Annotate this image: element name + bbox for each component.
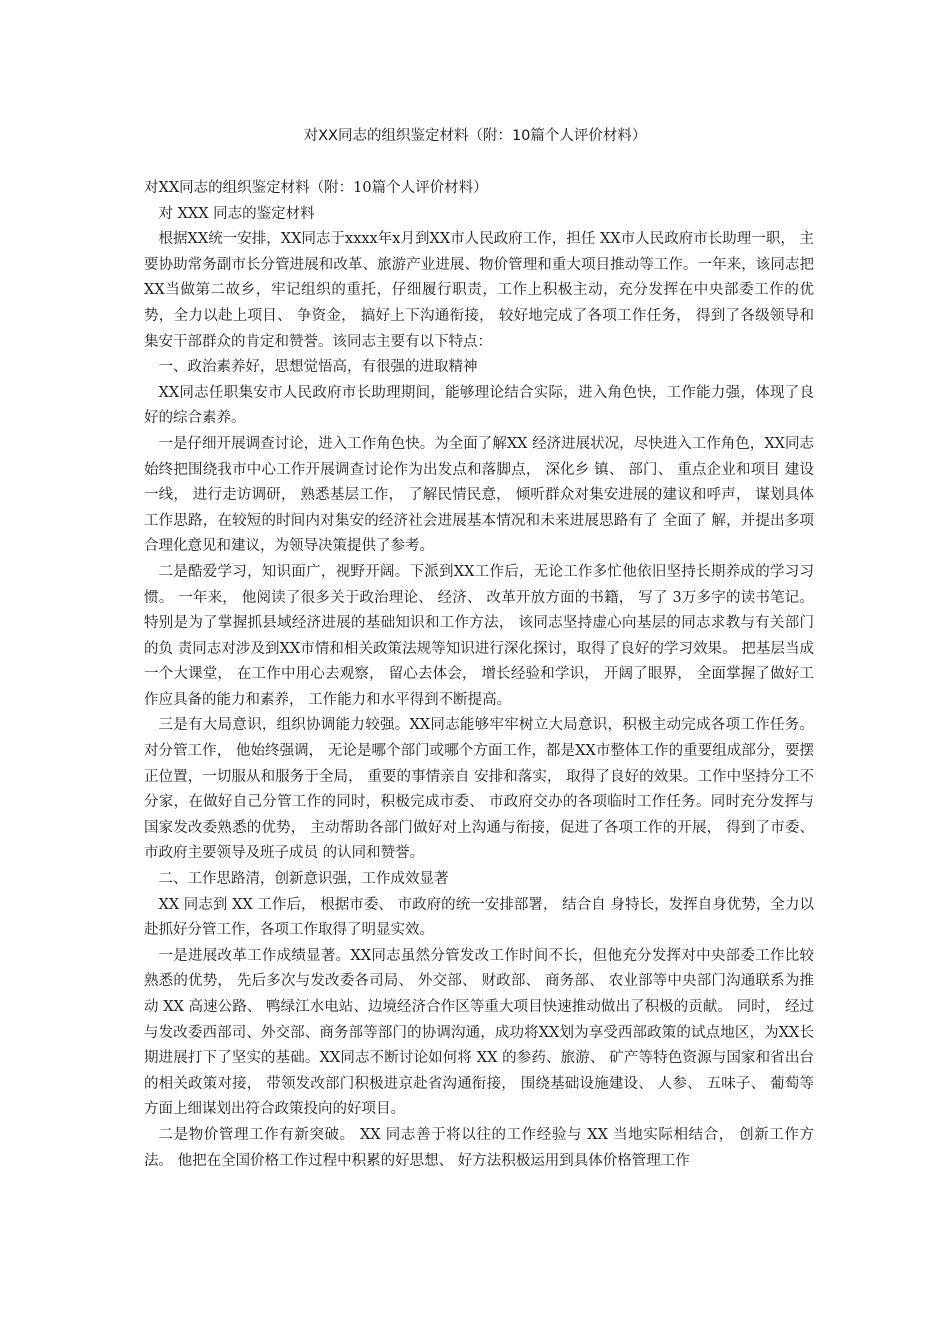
section-heading-2: 二、工作思路清，创新意识强，工作成效显著 [158, 871, 449, 888]
paragraph-intro: 根据XX统一安排，XX同志于xxxx年x月到XX市人民政府工作，担任 XX市人民政府市长助理一职， 主要协助常务副市长分管进展和改革、旅游产业进展、物价管理和重大项目推动等工作。一年来，该同志把XX当做第二故乡，牢记组织的重托，仔细履行职责，工作上积极主动，充分发挥在中央部委工作的优势，全力以赴上项目、 争资金， 搞好上下沟通衔接， 较好地完成了各项工作任务， 得到了各级领导和集安干部群众的肯定和赞誉。该同志主要有以下特点： [144, 231, 814, 350]
paragraph-point-1-2: 二是酷爱学习，知识面广，视野开阔。下派到XX工作后，无论工作多忙他依旧坚持长期养成的学习习惯。 一年来， 他阅读了很多关于政治理论、 经济、 改革开放方面的书籍， 写了 3万多字的读书笔记。 特别是为了掌握抓县域经济进展的基础知识和工作方法， 该同志坚持虚心向基层的同志求教与有关部门的负 责同志对涉及到XX市情和相关政策法规等知识进行深化探讨，取得了良好的学习效果。 把基层当成一个大课堂， 在工作中用心去观察， 留心去体会， 增长经验和学识， 开阔了眼界， 全面掌握了做好工作应具备的能力和素养， 工作能力和水平得到不断提高。 [144, 563, 814, 708]
paragraph-point-2-1: 一是进展改革工作成绩显著。XX同志虽然分管发改工作时间不长，但他充分发挥对中央部委工作比较熟悉的优势， 先后多次与发改委各司局、 外交部、 财政部、 商务部、 农业部等中央部门沟通联系为推动 XX 高速公路、 鸭绿江水电站、边境经济合作区等重大项目快速推动做出了积极的贡献。 同时， 经过与发改委西部司、外交部、商务部等部门的协调沟通，成功将XX划为享受西部政策的试点地区，为XX长期进展打下了坚实的基础。XX同志不断讨论如何将 XX 的参药、旅游、 矿产等特色资源与国家和省出台的相关政策对接， 带领发改部门积极进京赴省沟通衔接， 围绕基础设施建设、 人参、 五味子、 葡萄等方面上细谋划出符合政策投向的好项目。 [144, 947, 814, 1118]
document-body [144, 176, 814, 1174]
body-heading: 对XX同志的组织鉴定材料（附：10篇个人评价材料） [144, 180, 488, 196]
paragraph-point-2-2: 二是物价管理工作有新突破。 XX 同志善于将以往的工作经验与 XX 当地实际相结合， 创新工作方法。 他把在全国价格工作过程中积累的好思想、 好方法积极运用到具体价格管理工作 [144, 1126, 814, 1169]
paragraph-point-1-3: 三是有大局意识，组织协调能力较强。XX同志能够牢牢树立大局意识，积极主动完成各项工作任务。 对分管工作， 他始终强调， 无论是哪个部门或哪个方面工作，都是XX市整体工作的重要组成部分，要摆正位置，一切服从和服务于全局， 重要的事情亲自 安排和落实， 取得了良好的效果。工作中坚持分工不分家，在做好自己分管工作的同时，积极完成市委、 市政府交办的各项临时工作任务。同时充分发挥与国家发改委熟悉的优势， 主动帮助各部门做好对上沟通与衔接，促进了各项工作的开展， 得到了市委、市政府主要领导及班子成员 的认同和赞誉。 [144, 717, 814, 862]
paragraph-section-2-summary: XX 同志到 XX 工作后， 根据市委、 市政府的统一安排部署， 结合自 身特长，发挥自身优势，全力以赴抓好分管工作，各项工作取得了明显实效。 [144, 896, 814, 939]
paragraph-point-1-1: 一是仔细开展调查讨论，进入工作角色快。为全面了解XX 经济进展状况，尽快进入工作角色，XX同志始终把围绕我市中心工作开展调查讨论作为出发点和落脚点， 深化乡 镇、 部门、 重点企业和项目 建设一线， 进行走访调研， 熟悉基层工作， 了解民情民意， 倾听群众对集安进展的建议和呼声， 谋划具体工作思路，在较短的时间内对集安的经济社会进展基本情况和未来进展思路有了 全面了 解，并提出多项合理化意见和建议，为领导决策提供了参考。 [144, 435, 814, 555]
subject-heading: 对 XXX 同志的鉴定材料 [158, 205, 315, 222]
section-heading-1: 一、政治素养好，思想觉悟高，有很强的进取精神 [158, 359, 478, 376]
paragraph-section-1-summary: XX同志任职集安市人民政府市长助理期间，能够理论结合实际，进入角色快，工作能力强，体现了良好的综合素养。 [144, 384, 814, 427]
document-title: 对XX同志的组织鉴定材料（附：10篇个人评价材料） [303, 128, 647, 144]
